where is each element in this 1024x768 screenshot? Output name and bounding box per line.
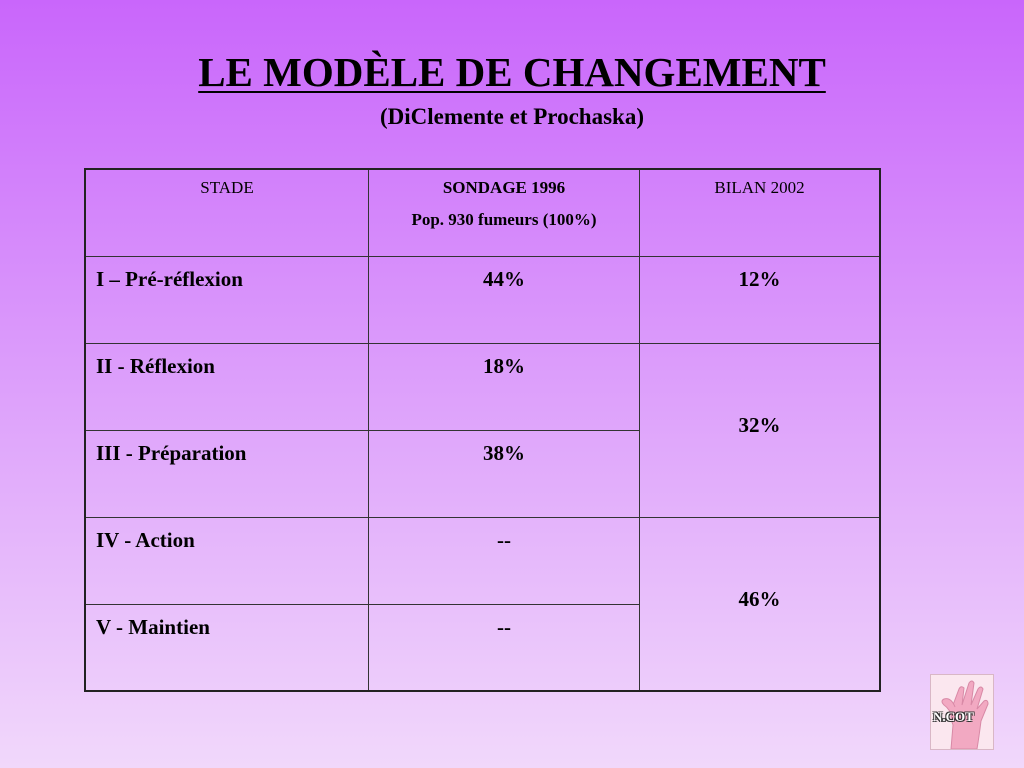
logo-text: N.COT bbox=[933, 709, 974, 724]
author-logo bbox=[930, 674, 994, 750]
review-cell-2-3 bbox=[640, 344, 879, 518]
header-survey-population: Pop. 930 fumeurs (100%) bbox=[411, 210, 597, 229]
slide-title: LE MODÈLE DE CHANGEMENT bbox=[198, 49, 826, 95]
review-value-4-5: 46% bbox=[738, 586, 781, 611]
header-survey-title: SONDAGE 1996 bbox=[442, 178, 566, 197]
header-stage: STADE bbox=[86, 170, 369, 257]
survey-cell-4: -- bbox=[369, 518, 640, 605]
survey-cell-5: -- bbox=[369, 605, 640, 690]
review-cell-4-5 bbox=[640, 518, 879, 690]
slide-subtitle: (DiClemente et Prochaska) bbox=[379, 104, 644, 129]
header-review-2002: BILAN 2002 bbox=[640, 170, 879, 257]
header-survey-1996 bbox=[369, 170, 640, 257]
review-cell-1: 12% bbox=[640, 257, 879, 344]
stage-cell-3: III - Préparation bbox=[86, 431, 369, 518]
stage-cell-2: II - Réflexion bbox=[86, 344, 369, 431]
review-value-2-3: 32% bbox=[738, 413, 781, 437]
change-model-table bbox=[84, 168, 881, 692]
stage-cell-4: IV - Action bbox=[86, 518, 369, 605]
stage-cell-5: V - Maintien bbox=[86, 605, 369, 690]
stage-cell-1: I – Pré-réflexion bbox=[86, 257, 369, 344]
survey-cell-2: 18% bbox=[369, 344, 640, 431]
survey-cell-1: 44% bbox=[369, 257, 640, 344]
survey-cell-3: 38% bbox=[369, 431, 640, 518]
